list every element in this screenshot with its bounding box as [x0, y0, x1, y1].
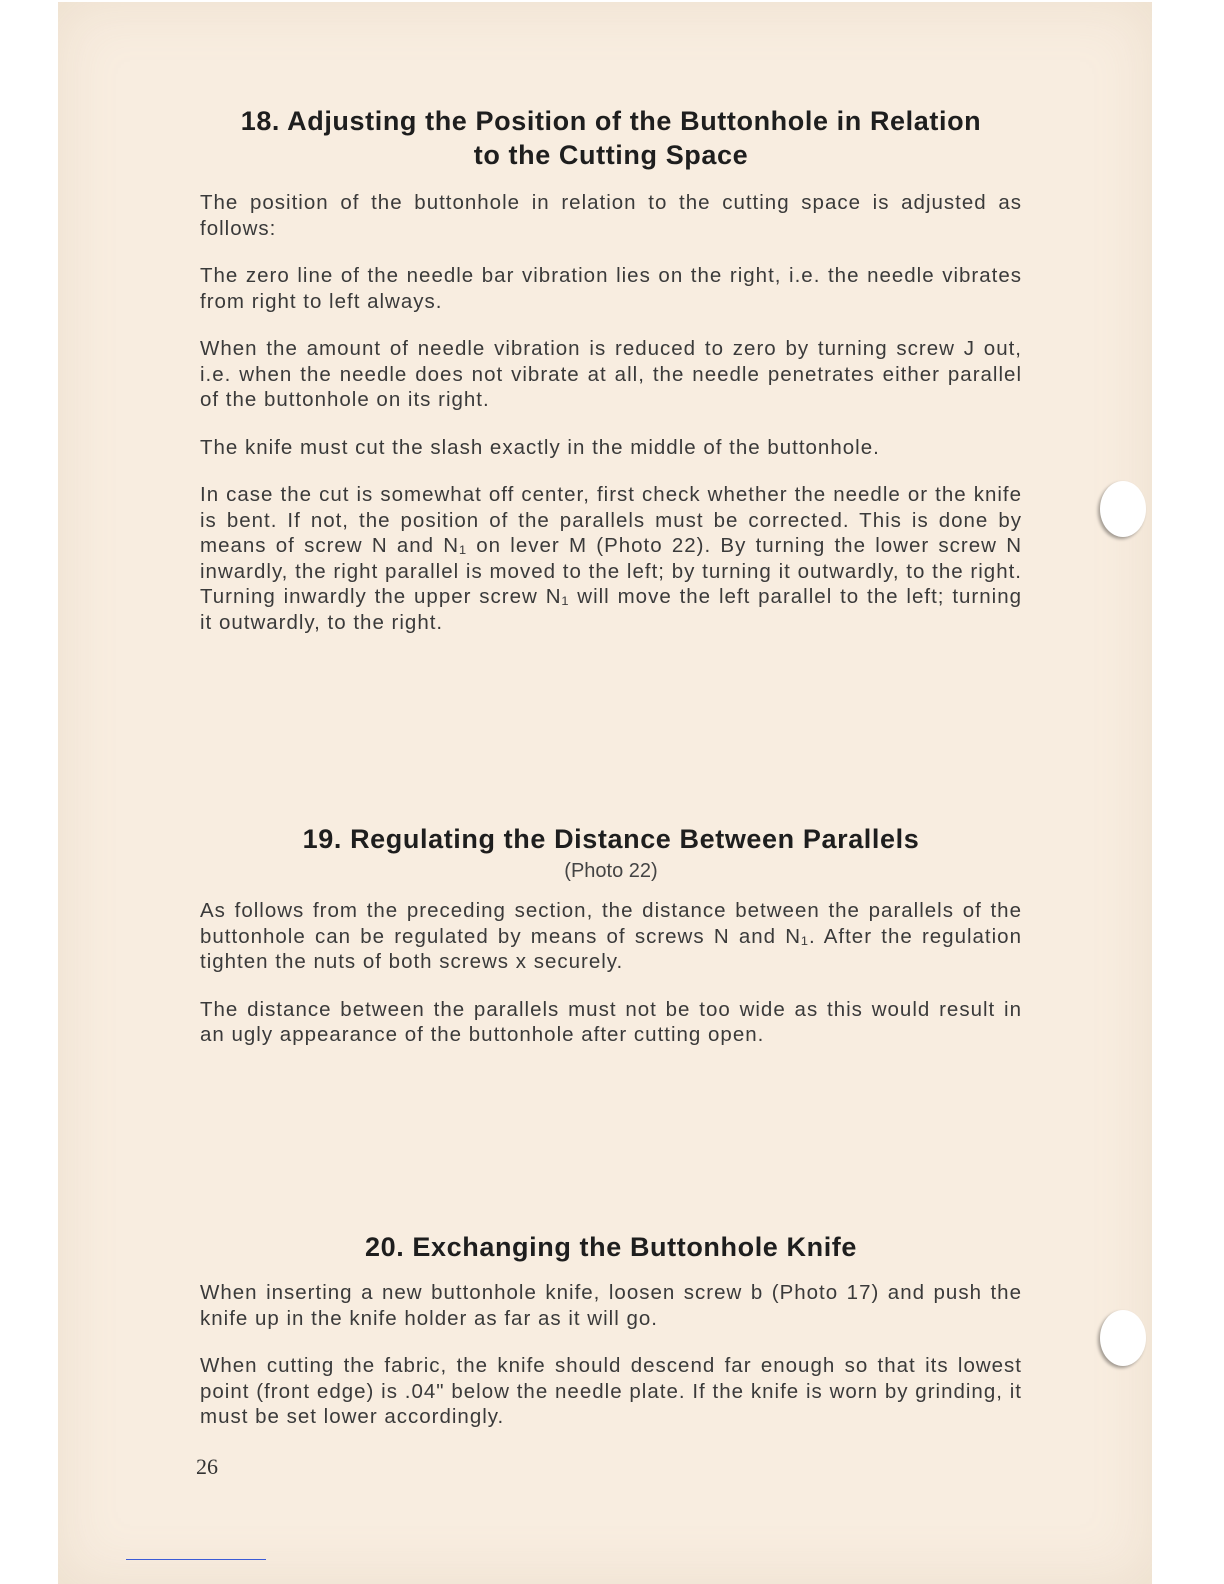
- paragraph: The knife must cut the slash exactly in the middle of the buttonhole.: [200, 435, 880, 459]
- paragraph: When inserting a new buttonhole knife, loosen screw b (Photo 17) and push the knife up in the knife holder as far as it will go.: [200, 1281, 1022, 1330]
- paragraph: When the amount of needle vibration is reduced to zero by turning screw J out, i.e. when the needle does not vibrate at all, the needle penetrates either parallel of the buttonhole on its right.: [200, 337, 1022, 411]
- section-19-subtitle: (Photo 22): [564, 860, 658, 882]
- section-20-title: 20. Exchanging the Buttonhole Knife: [364, 1232, 858, 1262]
- paragraph: When cutting the fabric, the knife should descend far enough so that its lowest point (front edge) is .04" below the needle plate. If the knife is worn by grinding, it must be set lower accordingly.: [200, 1354, 1022, 1428]
- page-number: 26: [196, 1454, 218, 1479]
- punch-hole-upper: [1100, 481, 1146, 537]
- section-18: [200, 104, 1022, 657]
- paragraph: The position of the buttonhole in relation to the cutting space is adjusted as follows:: [200, 191, 1022, 240]
- paragraph: The distance between the parallels must not be too wide as this would result in an ugly appearance of the buttonhole after cutting open.: [200, 997, 1022, 1046]
- section-19-title: 19. Regulating the Distance Between Parallels: [302, 824, 920, 854]
- paragraph: The zero line of the needle bar vibration lies on the right, i.e. the needle vibrates from right to left always.: [200, 264, 1022, 313]
- paragraph: In case the cut is somewhat off center, first check whether the needle or the knife is bent. If not, the position of the parallels must be corrected. This is done by means of screw N and N₁ on lever M (Photo 22). By turning the lower screw N inwardly, the right parallel is moved to the left; by turning it outwardly, to the right. Turning inwardly the upper screw N₁ will move the left parallel to the left; turning it outwardly, to the right.: [200, 483, 1022, 634]
- section-18-title: [200, 104, 1022, 172]
- paragraph: As follows from the preceding section, the distance between the parallels of the buttonhole can be regulated by means of screws N and N₁. After the regulation tighten the nuts of both screws x securely.: [200, 899, 1022, 973]
- punch-hole-lower: [1100, 1310, 1146, 1366]
- section-20: [200, 1230, 1022, 1452]
- section-18-title-line2: to the Cutting Space: [473, 140, 749, 170]
- section-19: [200, 822, 1022, 1070]
- section-18-title-line1: 18. Adjusting the Position of the Buttonhole in Relation: [240, 106, 982, 136]
- footer-line: [126, 1559, 266, 1560]
